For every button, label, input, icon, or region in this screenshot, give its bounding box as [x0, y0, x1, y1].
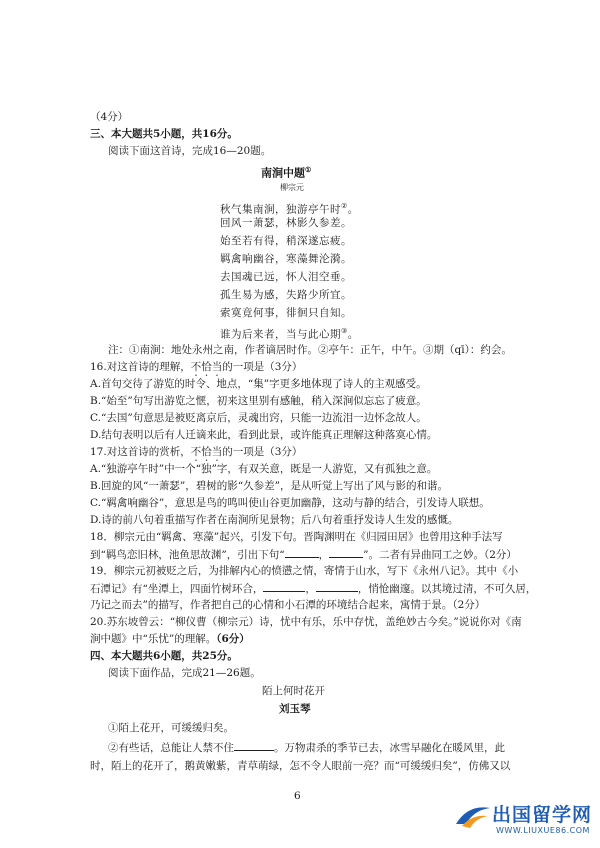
answer-blank[interactable] — [316, 581, 358, 592]
poem-line: 回风一萧瑟，林影久参差。 — [220, 217, 352, 229]
poem-line: 索寞竟何事，徘徊只自知。 — [220, 307, 352, 319]
poem-line-text: 秋气集南涧，独游亭午时 — [220, 203, 341, 216]
poem-line-punct: 。 — [347, 203, 359, 216]
option-16-b: B.“始至”句写出游览之惬，初来这里别有感触，稍入深涧似忘忘了疲意。 — [90, 395, 427, 407]
article-title: 陌上何时花开 — [262, 685, 325, 697]
answer-blank[interactable] — [329, 547, 363, 558]
watermark — [454, 798, 594, 842]
watermark-text: 出国留学网 — [492, 804, 593, 826]
question-text: ， — [318, 549, 330, 561]
option-16-c: C.“去国”句意思是被贬离京后，灵魂出窍，只能一边流泪一边怀念故人。 — [90, 412, 427, 424]
article-paragraph-2-cont: 时，陌上的花开了，鹅黄嫩紫，青草萌绿，怎不令人眼前一亮？而“可缓缓归矣”，仿佛又以 — [90, 760, 511, 772]
question-text: ”。二者有异曲同工之妙。（2分） — [363, 549, 517, 561]
watermark-url: WWW.LIUXUE86.COM — [496, 826, 590, 835]
article-author: 刘玉琴 — [279, 703, 311, 715]
option-17-c: C.“羁禽响幽谷”，意思是鸟的鸣叫使山谷更加幽静，这动与静的结合，引发诗人联想。 — [90, 497, 490, 509]
score-note: （4分） — [90, 111, 129, 123]
question-18-cont — [90, 547, 517, 562]
emphasis-text: 不恰当 — [190, 361, 223, 373]
poem-title-note-mark: ① — [305, 165, 312, 174]
question-text: 的一项是（3分） — [222, 446, 303, 458]
section-3-intro: 阅读下面这首诗，完成16—20题。 — [108, 145, 272, 157]
article-paragraph-2 — [108, 740, 505, 755]
poem-note-mark: ③ — [341, 327, 348, 335]
question-text: ， — [305, 583, 316, 595]
question-text: 16.对这首诗的理解， — [90, 361, 191, 373]
question-text: 17.对这首诗的赏析， — [90, 446, 191, 458]
poem-line: 孤生易为感，失路少所宜。 — [220, 289, 352, 301]
question-19-cont: 乃记之而去”的描写，作者把自己的心情和小石潭的环境结合起来，寓情于景。（2分） — [90, 599, 486, 611]
poem-line-text: 谁为后来者，当与此心期 — [220, 328, 341, 341]
question-20: 20.苏东坡曾云：“柳仪曹（柳宗元）诗，忧中有乐，乐中存忧，盖绝妙古今矣。”说说你对《南 — [90, 616, 522, 628]
question-text: 到“羁鸟恋旧林，池鱼思故渊”，引出下句“ — [90, 549, 285, 561]
poem-line: 去国魂已远，怀人泪空垂。 — [220, 271, 352, 283]
question-text: ，悄怆幽邃。以其境过清，不可久居， — [357, 583, 537, 595]
paragraph-text: ②有些话，总能让人禁不住 — [108, 742, 234, 754]
section-3-heading: 三、本大题共5小题，共16分。 — [90, 128, 238, 140]
section-4-intro: 阅读下面作品，完成21—26题。 — [108, 667, 261, 679]
option-16-d: D.结句表明以后有人迁谪来此，看到此景，或许能真正理解这种落寞心情。 — [90, 429, 438, 441]
answer-blank[interactable] — [234, 740, 274, 751]
answer-blank[interactable] — [263, 581, 305, 592]
answer-blank[interactable] — [285, 547, 319, 558]
question-18: 18．柳宗元由“羁禽、寒藻”起兴，引发下句。晋陶渊明在《归园田居》也曾用这种手法写 — [90, 531, 503, 543]
option-17-a: A.“独游亭午时”中一个“独”字，有双关意，既是一人游览，又有孤独之意。 — [90, 463, 438, 475]
question-score: （6分） — [216, 633, 250, 645]
question-19-cont — [90, 581, 536, 596]
poem-footnote: 注：①南涧：地处永州之南，作者谪居时作。②亭午：正午，中午。③期（qī）：约会。 — [108, 344, 512, 356]
section-4-heading: 四、本大题共6小题，共25分。 — [90, 650, 238, 662]
question-text: 石潭记》有“坐潭上，四面竹树环合， — [90, 583, 264, 595]
question-19: 19．柳宗元初被贬之后，为排解内心的愤懑之情，寄情于山水，写下《永州八记》。其中《小 — [90, 565, 519, 577]
poem-title — [261, 163, 311, 181]
option-16-a: A.首句交待了游览的时令、地点，“集”字更多地体现了诗人的主观感受。 — [90, 378, 427, 390]
article-paragraph-1: ①陌上花开，可缓缓归矣。 — [108, 722, 234, 734]
poem-note-mark: ② — [341, 202, 348, 210]
poem-line: 始至若有得，稍深遂忘疲。 — [220, 235, 352, 247]
option-17-b: B.回旋的风“一萧瑟”，碧树的影“久参差”，是从听觉上写出了风与影的和谐。 — [90, 480, 449, 492]
paragraph-text: 。万物肃杀的季节已去，冰雪早融化在暖风里，此 — [274, 742, 505, 754]
poem-title-text: 南涧中题 — [261, 166, 305, 180]
page-number: 6 — [294, 790, 301, 802]
poem-line-punct: 。 — [347, 328, 359, 341]
poem-line: 羁禽响幽谷，寒藻舞沦漪。 — [220, 253, 352, 265]
question-text: 的一项是（3分） — [222, 361, 303, 373]
question-20-cont — [90, 632, 250, 646]
poem-author: 柳宗元 — [280, 183, 304, 192]
emphasis-text: 不恰当 — [190, 446, 223, 458]
poem-line — [220, 324, 359, 342]
option-17-d: D.诗的前八句着重描写作者在南涧所见景物；后八句着重抒发诗人生发的感慨。 — [90, 514, 459, 526]
question-text: 涧中题》中“乐忧”的理解。 — [90, 633, 217, 645]
watermark-logo-icon — [454, 802, 494, 830]
poem-line — [220, 199, 359, 217]
